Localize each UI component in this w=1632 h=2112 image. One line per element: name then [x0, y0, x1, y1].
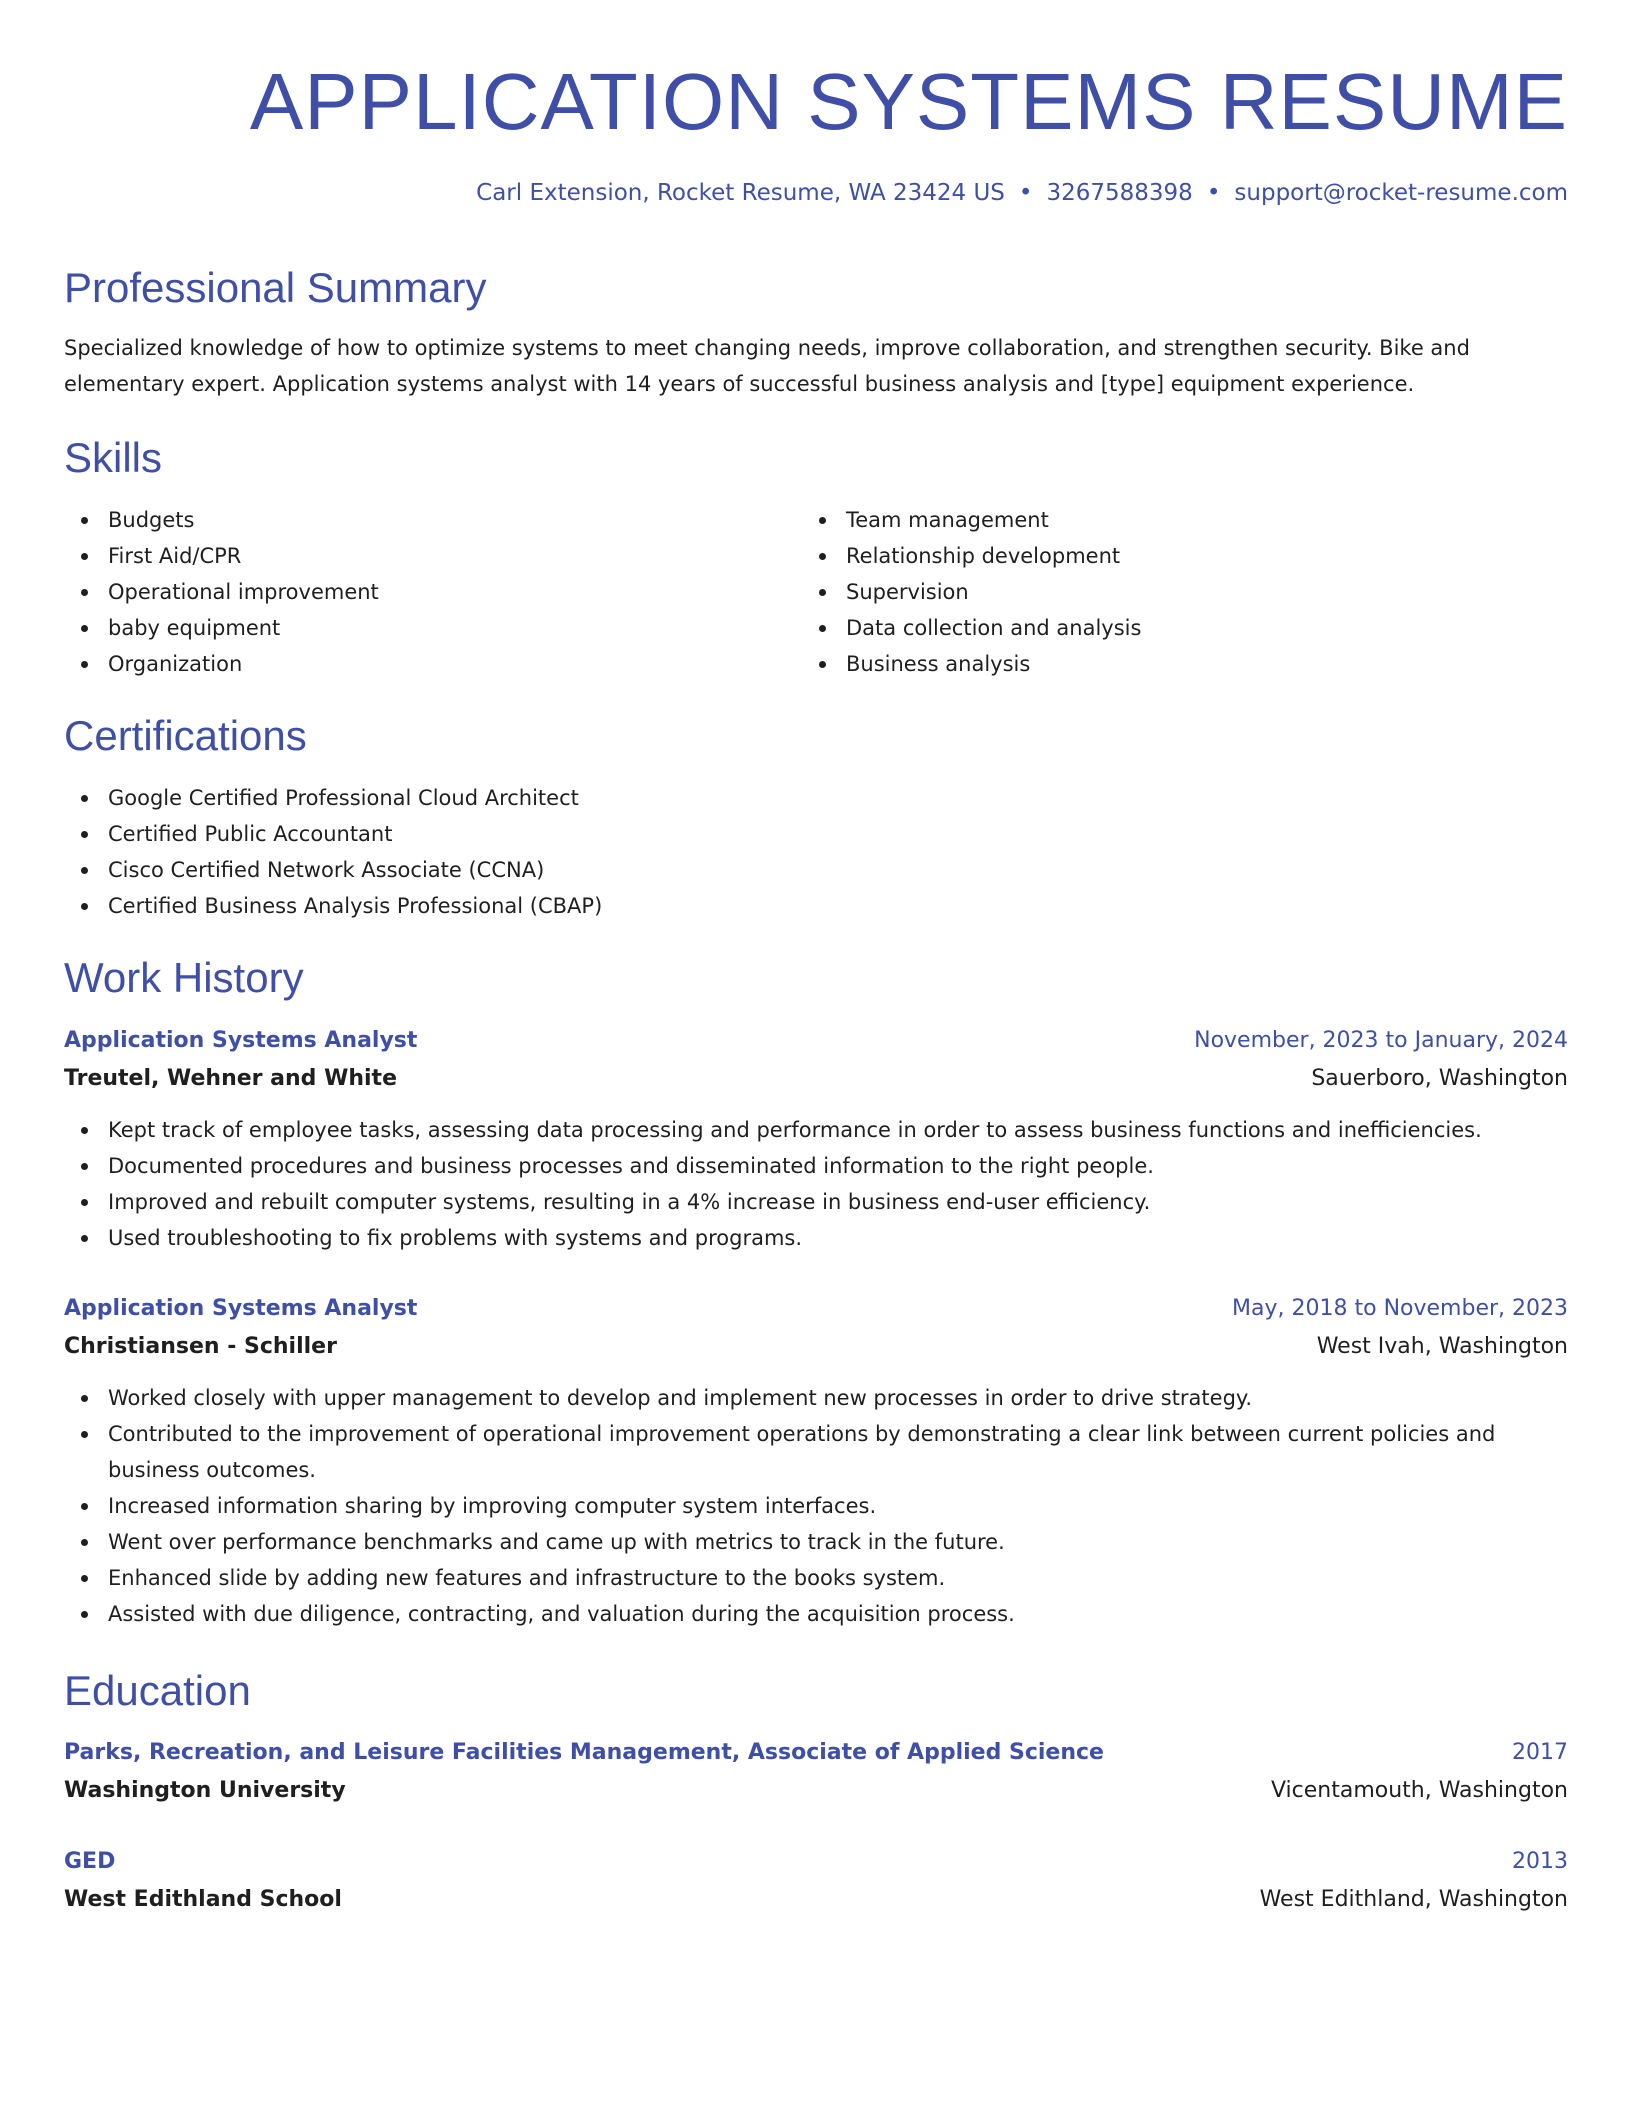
job-bullet: Contributed to the improvement of operational improvement operations by demonstrating a clear link between current policies and business outcomes.: [64, 1416, 1568, 1488]
job-title: Application Systems Analyst: [64, 1296, 418, 1321]
resume-title: APPLICATION SYSTEMS RESUME: [249, 57, 1568, 146]
section-title-summary: Professional Summary: [64, 264, 487, 311]
work-entry-header: [64, 1022, 1568, 1060]
education-entry: [64, 1843, 1568, 1919]
skill-item: Data collection and analysis: [802, 610, 1540, 646]
education-entry-subheader: [64, 1772, 1568, 1810]
degree-name: GED: [64, 1849, 116, 1874]
education-entry-subheader: [64, 1881, 1568, 1919]
work-entry-subheader: [64, 1328, 1568, 1366]
school-location: West Edithland, Washington: [1259, 1887, 1568, 1912]
work-entry: [64, 1290, 1568, 1632]
graduation-year: 2013: [1512, 1849, 1568, 1874]
education-entry-header: [64, 1843, 1568, 1881]
summary-text: Specialized knowledge of how to optimize systems to meet changing needs, improve collaboration, and strengthen security. Bike and elementary expert. Application systems analyst with 14 years of successful business analysis and [type] equipment experience.: [64, 336, 1470, 396]
contact-phone: 3267588398: [1046, 180, 1193, 206]
certification-item: Certified Public Accountant: [64, 816, 1568, 852]
job-bullet: Used troubleshooting to fix problems with systems and programs.: [64, 1220, 1568, 1256]
job-bullet: Improved and rebuilt computer systems, resulting in a 4% increase in business end-user efficiency.: [64, 1184, 1568, 1220]
company-name: Christiansen - Schiller: [64, 1334, 337, 1359]
job-bullets: [64, 1112, 1568, 1256]
contact-address: Carl Extension, Rocket Resume, WA 23424 US: [476, 180, 1005, 206]
education-entry-header: [64, 1734, 1568, 1772]
degree-name: Parks, Recreation, and Leisure Facilities Management, Associate of Applied Science: [64, 1740, 1104, 1765]
section-title-education: Education: [64, 1667, 251, 1714]
skill-item: Business analysis: [802, 646, 1540, 682]
job-bullet: Assisted with due diligence, contracting, and valuation during the acquisition process.: [64, 1596, 1568, 1632]
contact-separator: •: [1018, 180, 1033, 206]
job-bullet: Enhanced slide by adding new features and infrastructure to the books system.: [64, 1560, 1568, 1596]
job-title: Application Systems Analyst: [64, 1028, 418, 1053]
school-name: West Edithland School: [64, 1887, 342, 1912]
job-dates: May, 2018 to November, 2023: [1232, 1296, 1568, 1321]
school-name: Washington University: [64, 1778, 346, 1803]
education-entry: [64, 1734, 1568, 1810]
job-bullet: Increased information sharing by improving computer system interfaces.: [64, 1488, 1568, 1524]
school-location: Vicentamouth, Washington: [1270, 1778, 1568, 1803]
skill-item: Organization: [64, 646, 802, 682]
job-location: West Ivah, Washington: [1316, 1334, 1568, 1359]
skill-item: baby equipment: [64, 610, 802, 646]
job-bullet: Documented procedures and business processes and disseminated information to the right people.: [64, 1148, 1568, 1184]
work-entry: [64, 1022, 1568, 1256]
contact-line: [476, 180, 1568, 206]
job-bullets: [64, 1380, 1568, 1632]
skills-list: [64, 502, 1568, 682]
skill-item: Budgets: [64, 502, 802, 538]
skill-item: Relationship development: [802, 538, 1540, 574]
contact-email: support@rocket-resume.com: [1234, 180, 1568, 206]
certification-item: Google Certified Professional Cloud Architect: [64, 780, 1568, 816]
work-entry-header: [64, 1290, 1568, 1328]
section-title-work-history: Work History: [64, 954, 304, 1001]
work-entry-subheader: [64, 1060, 1568, 1098]
graduation-year: 2017: [1512, 1740, 1568, 1765]
skill-item: Supervision: [802, 574, 1540, 610]
skills-column-right: [802, 502, 1540, 682]
skill-item: Team management: [802, 502, 1540, 538]
skills-column-left: [64, 502, 802, 682]
job-dates: November, 2023 to January, 2024: [1194, 1028, 1568, 1053]
job-location: Sauerboro, Washington: [1311, 1066, 1568, 1091]
job-bullet: Worked closely with upper management to develop and implement new processes in order to drive strategy.: [64, 1380, 1568, 1416]
company-name: Treutel, Wehner and White: [64, 1066, 397, 1091]
job-bullet: Went over performance benchmarks and came up with metrics to track in the future.: [64, 1524, 1568, 1560]
certification-item: Certified Business Analysis Professional (CBAP): [64, 888, 1568, 924]
certification-item: Cisco Certified Network Associate (CCNA): [64, 852, 1568, 888]
skill-item: Operational improvement: [64, 574, 802, 610]
section-title-certifications: Certifications: [64, 712, 307, 759]
job-bullet: Kept track of employee tasks, assessing data processing and performance in order to assess business functions and inefficiencies.: [64, 1112, 1568, 1148]
certifications-list: [64, 780, 1568, 924]
skill-item: First Aid/CPR: [64, 538, 802, 574]
section-title-skills: Skills: [64, 434, 163, 481]
contact-separator: •: [1206, 180, 1221, 206]
